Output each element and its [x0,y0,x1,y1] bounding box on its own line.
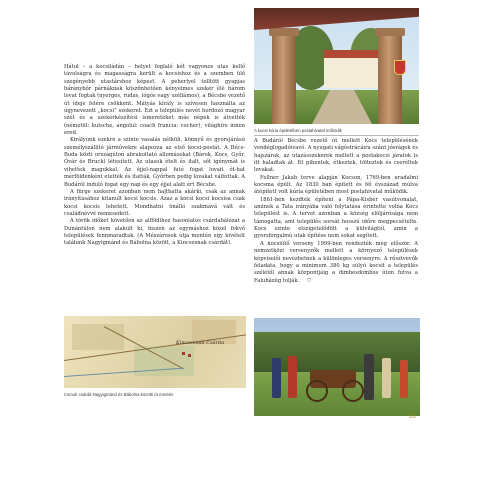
gate-caption-block [254,128,419,136]
right-text-column [254,138,418,285]
paragraph: A fürge szekeret azonban nem hajthatta akárki, csak az annak irányításához kitanult kocsi kocsis. Azaz a kocsi kocsi kocsisa csak kocsi kocsis lehetett. Mondhatni önálló szakmává vált és családnévvé nemesedett. [64,188,245,217]
map-photo-caption: Csmok csárdá Nagyigmánd és Bábolna közötti út mentén [64,392,174,397]
coat-of-arms-icon [394,60,406,75]
left-text-column [64,64,245,248]
coach-pushing-race-photo [254,318,420,416]
map-label: Kincsesnak Csárda [176,340,225,346]
page-number: 33 [409,414,416,420]
paragraph: A török időket követően az alföldihez hasonlatos csárdahálózat a Dunántúlon nem alakult ki, hiszen az egymáshoz közel fekvő települések fennmaradtak. (A Mészárosok útja mentén egy kivételt találunk Nagyigmánd és Bábolna között, a Kincsesnak csárdát). [64,218,245,247]
ornament-icon: ⛉ [307,277,311,284]
paragraph: 1861-ben kezdték építeni a Pápa-Kisbér vasútvonalat, aminek a Tata irányába való folytatása érintette volna Kocs települést is. A tervet azonban a község elöljárósága nem támogatta, ami település sorsát hosszú időre megpecsételte. Kocs szinte elszigetelődött a külvilágtól, amin a gyorsforgalmú utak építése nem sokat segített. [254,196,418,240]
gate-photo-caption: A kocsi kúria épületében postahivatal működik [254,128,342,133]
paragraph: Királyunk ezekre a szinte vasalás nélküli, könnyű és gyorsjárású személyszállító járművekre alapozza az első kocsi-postát. A Bécs-Buda közti országúton abrakoltató állomásokat (Bárok, Kocs, Győr, Óvár és Bruck) létesített. Az utasok ételt és italt, sőt igénymát is vihettek magukkal. Az éjjel-nappal futó fogat lovait ót-hat mérföldenként etették és itatták, Győrben pedig lovakat váltottak. A Budáról induló fogat egy nap és egy éjjel alatt ért Bécsbe. [64,137,245,188]
paragraph: A kocsiütő verseny 1999-ben rendezték meg először. A nemzetközi versenyzők mellett a környező települések képviselői nevezhetnek a különleges versenyre. A résztvevők feladata, hogy a minimum 380 kg súlyú kocsit a település szélétől annak központjáig a dimbesdombos úton futva a Faluháziig tolják. ⛉ [254,240,418,284]
historic-map-image [64,316,246,388]
paragraph: A Budáról Bécsbe vezető út mellett Kocs településének vendéglogadóivavó. A nyugati vágóstrácáira szánt jósrágok és hajszárak, az utazásszekerek mellett a postakocsi járatok is itt haladtak át. Itt pihentek, étkeztek, tölteztek és cseréltek lovakat. [254,138,418,174]
manor-gate-photo [254,8,419,124]
map-caption-block [64,392,246,397]
paragraph: Fellner Jakab terve alapján Kocson, 1769-ben uradalmi kocsma épült. Az 1830 ban épített és fél évszázad múlva átépített volt kúria épületében most postahivatal működik. [254,174,418,196]
paragraph: Hátul – a kocsiládán – helyet foglaló két vagyonos utas kellő távolságra és magasságra került a kocsishoz és a szemben ülő szegényebb utastárshoz képest. A peherlyel tolltött gyapjas báránybőr párnáknak köszönhetően kényelmes szekér élé három lovat fogtak (nyerges, rudas, lógós vagy széllámos), a Bécsbe vezető út ideje felére csökkent. Mátyás király is szívesen használta az úgynevezett „kocsi” szekeret. Ezt a település nevét hordozó magyar szót és a szekérkészítési ismereteket más népek is átvették (németül: kutsche, angolul: coach francia: cocher), világhíre innen ered. [64,64,245,137]
